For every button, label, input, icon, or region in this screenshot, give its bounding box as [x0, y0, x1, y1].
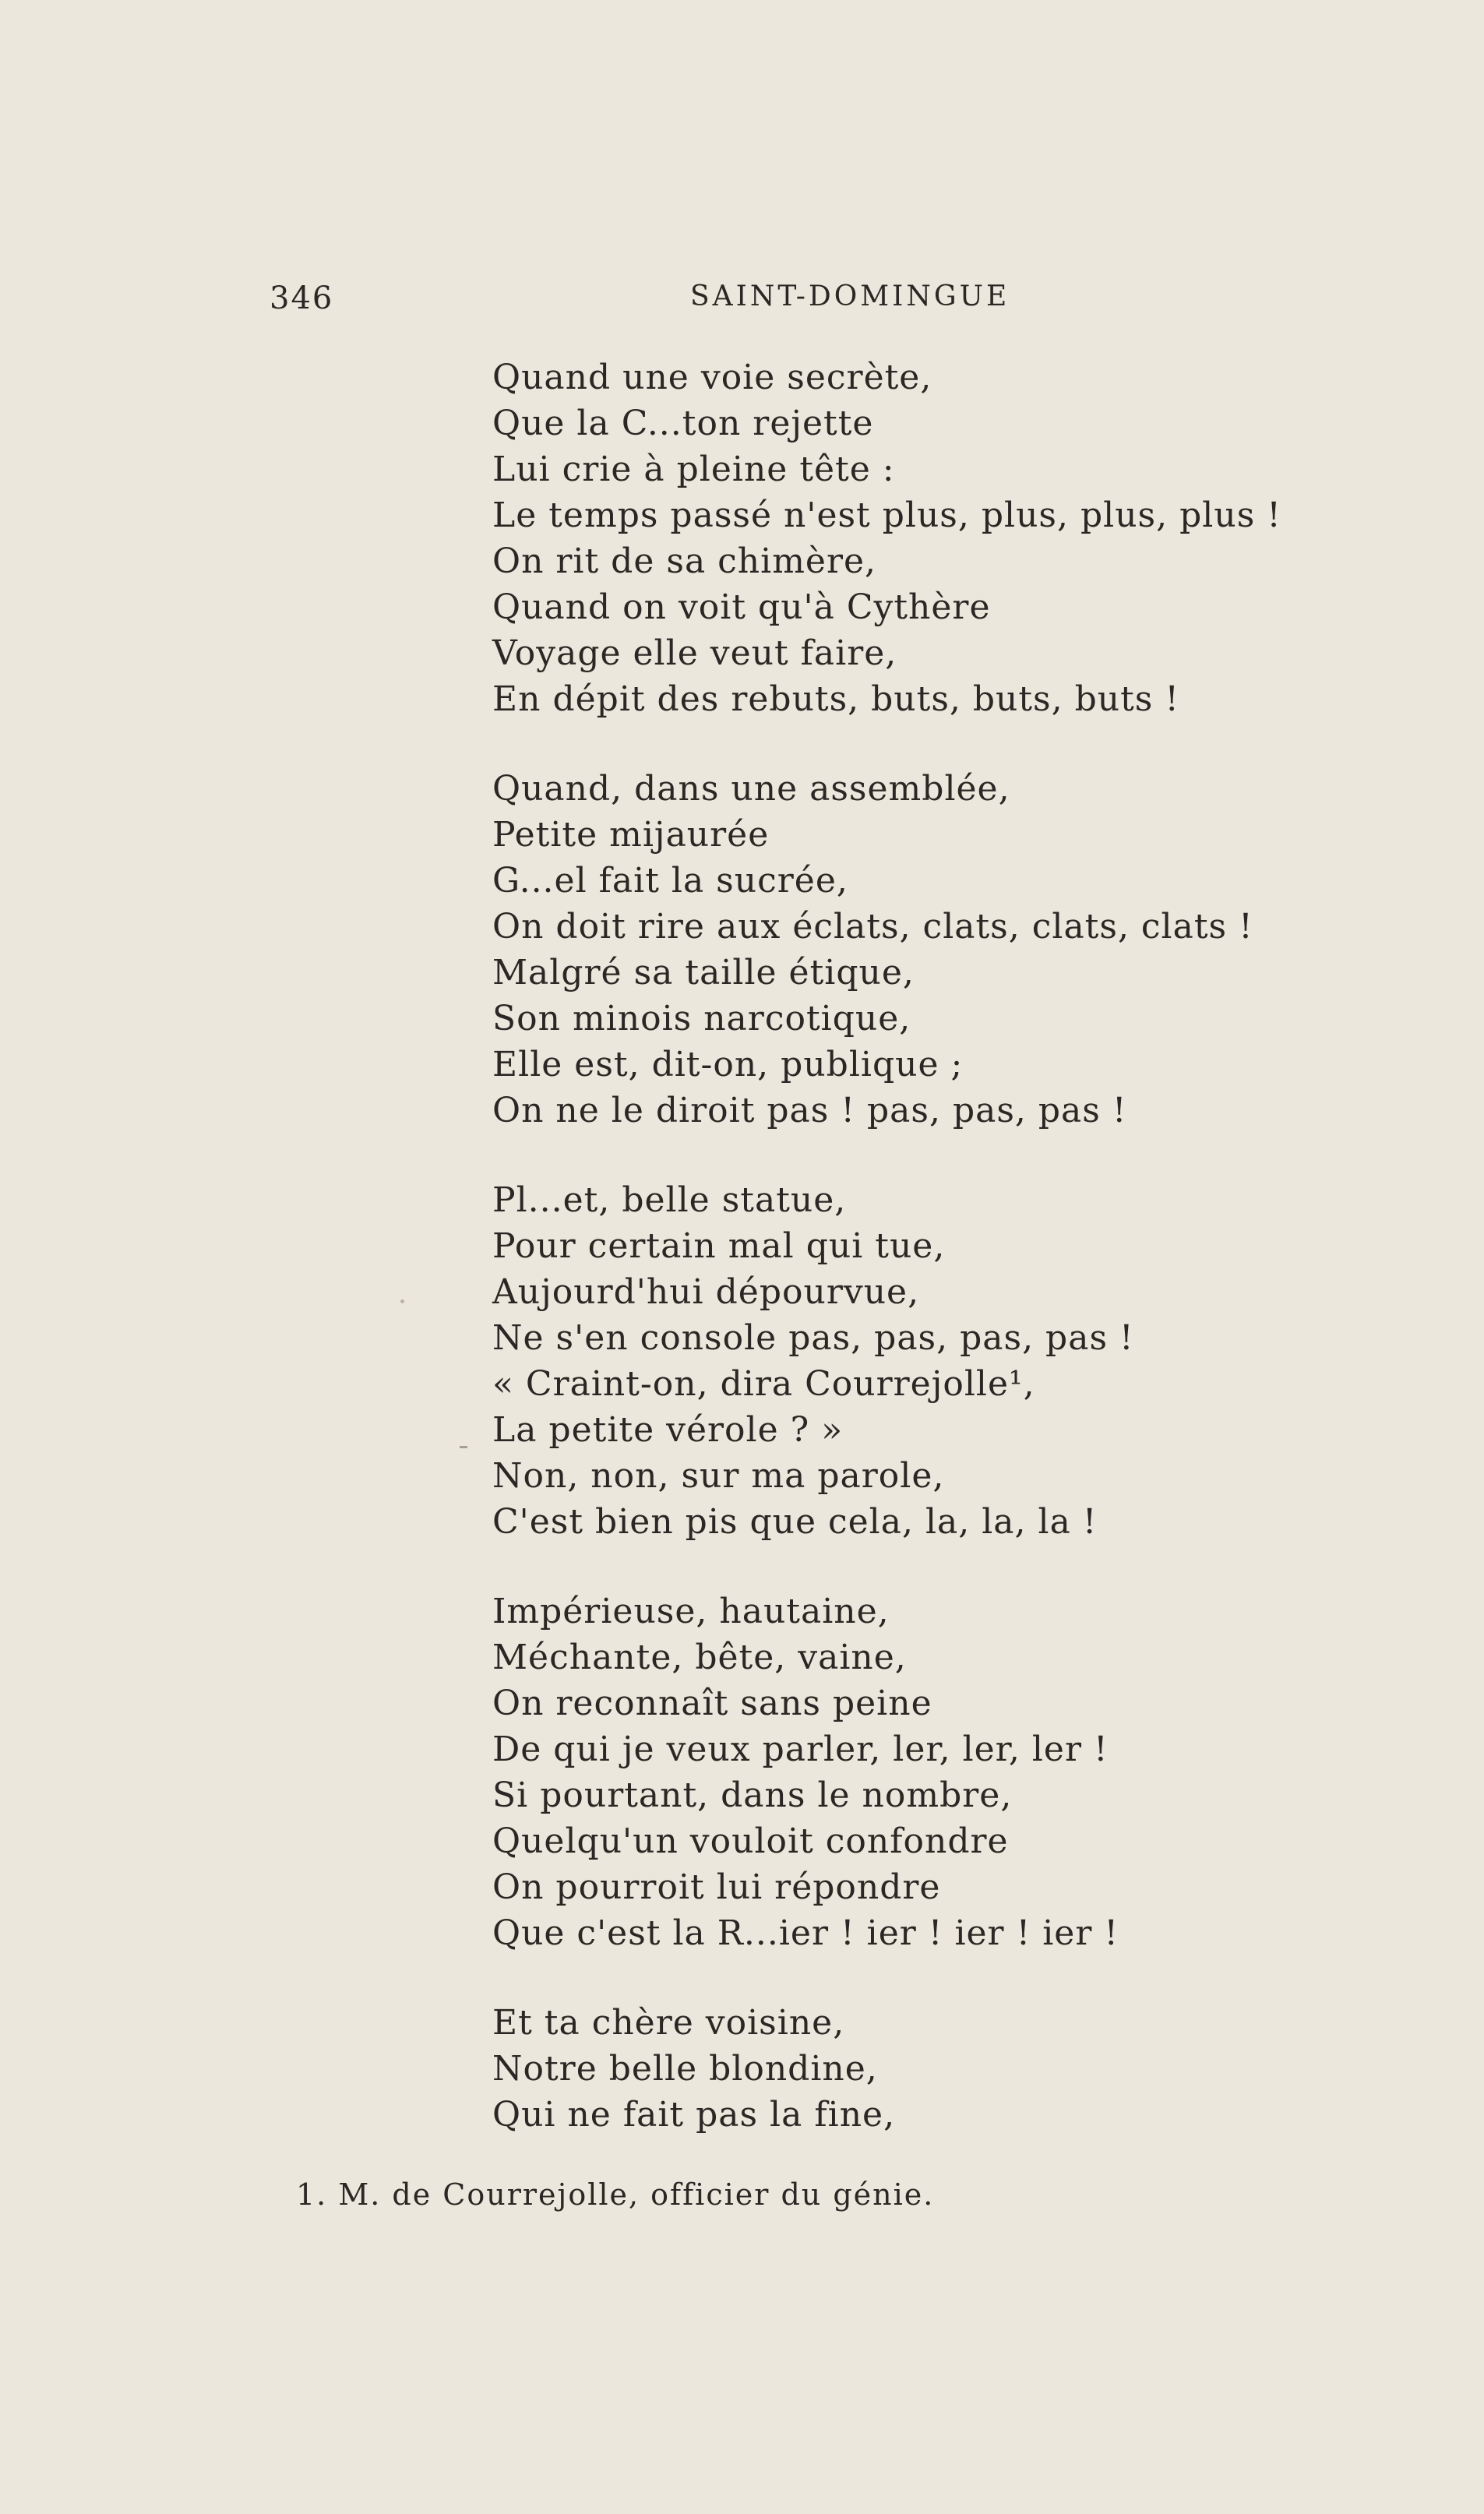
poem-line: Petite mijaurée — [492, 815, 770, 855]
poem-line: Quelqu'un vouloit confondre — [492, 1821, 1009, 1861]
poem-line: En dépit des rebuts, buts, buts, buts ! — [492, 679, 1180, 719]
page-number: 346 — [270, 280, 334, 316]
stanza-1 — [492, 354, 1281, 722]
poem-line: De qui je veux parler, ler, ler, ler ! — [492, 1729, 1109, 1769]
poem-line: Pl...et, belle statue, — [492, 1180, 847, 1220]
poem-line: On ne le diroit pas ! pas, pas, pas ! — [492, 1091, 1127, 1130]
poem-line: On pourroit lui répondre — [492, 1867, 941, 1907]
poem-line: Quand une voie secrète, — [492, 358, 932, 397]
poem-line: Malgré sa taille étique, — [492, 953, 915, 993]
poem-line: Que c'est la R...ier ! ier ! ier ! ier ! — [492, 1913, 1119, 1953]
paper-speck — [400, 1299, 404, 1303]
poem-line: On rit de sa chimère, — [492, 541, 877, 581]
running-title: SAINT-DOMINGUE — [690, 280, 1010, 312]
poem-line: Lui crie à pleine tête : — [492, 450, 895, 489]
poem — [492, 354, 1281, 2181]
paper-mark — [460, 1446, 467, 1448]
poem-line: La petite vérole ? » — [492, 1410, 844, 1450]
poem-line: Qui ne fait pas la fine, — [492, 2095, 896, 2135]
poem-line: Pour certain mal qui tue, — [492, 1226, 946, 1266]
poem-line: « Craint-on, dira Courrejolle¹, — [492, 1364, 1035, 1404]
page-header — [270, 280, 1049, 327]
poem-line: Quand on voit qu'à Cythère — [492, 587, 991, 627]
poem-line: Ne s'en console pas, pas, pas, pas ! — [492, 1318, 1134, 1358]
poem-line: Quand, dans une assemblée, — [492, 769, 1010, 809]
poem-line: Et ta chère voisine, — [492, 2003, 845, 2043]
poem-line: Méchante, bête, vaine, — [492, 1638, 907, 1677]
poem-line: Que la C...ton rejette — [492, 404, 874, 443]
poem-line: C'est bien pis que cela, la, la, la ! — [492, 1502, 1098, 1542]
poem-line: Impérieuse, hautaine, — [492, 1592, 890, 1631]
poem-line: On reconnaît sans peine — [492, 1684, 932, 1723]
stanza-2 — [492, 766, 1271, 1134]
poem-line: Non, non, sur ma parole, — [492, 1456, 945, 1496]
poem-line: Elle est, dit-on, publique ; — [492, 1045, 964, 1084]
poem-line: Aujourd'hui dépourvue, — [492, 1272, 920, 1312]
poem-line: Le temps passé n'est plus, plus, plus, plus ! — [492, 495, 1281, 535]
stanza-4 — [492, 1588, 1271, 1956]
poem-line: G...el fait la sucrée, — [492, 861, 848, 901]
poem-line: On doit rire aux éclats, clats, clats, clats ! — [492, 907, 1253, 947]
poem-line: Notre belle blondine, — [492, 2049, 878, 2089]
footnote: 1. M. de Courrejolle, officier du génie. — [296, 2177, 935, 2212]
poem-line: Son minois narcotique, — [492, 999, 911, 1038]
poem-line: Voyage elle veut faire, — [492, 633, 897, 673]
stanza-5 — [492, 2000, 1271, 2138]
stanza-3 — [492, 1177, 1271, 1545]
poem-line: Si pourtant, dans le nombre, — [492, 1775, 1013, 1815]
